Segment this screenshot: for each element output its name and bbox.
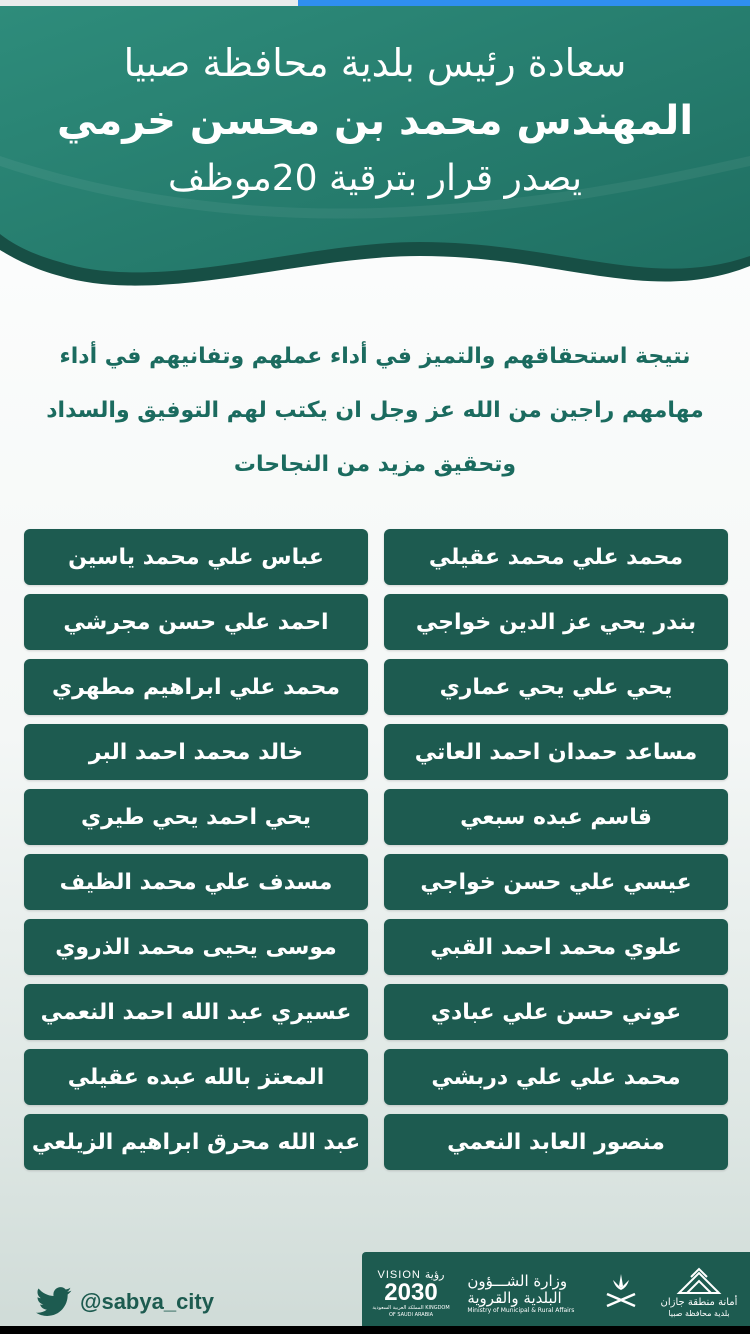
employee-name-card: خالد محمد احمد البر: [24, 724, 368, 780]
header-line-1: سعادة رئيس بلدية محافظة صبيا: [123, 41, 627, 85]
employee-name-card: موسى يحيى محمد الذروي: [24, 919, 368, 975]
amana-logo-icon: [669, 1267, 729, 1297]
bottom-edge: [0, 1326, 750, 1334]
employee-name-card: محمد علي ابراهيم مطهري: [24, 659, 368, 715]
employee-name-card: عسيري عبد الله احمد النعمي: [24, 984, 368, 1040]
header-line-2: المهندس محمد بن محسن خرمي: [56, 98, 694, 144]
ministry-name-line-2: البلدية والقروية: [467, 1288, 562, 1307]
vision-2030-logo: [372, 1268, 450, 1319]
vision-country: المملكة العربية السعودية KINGDOM OF SAUDI ARABIA: [372, 1304, 450, 1318]
employee-name-card: منصور العابد النعمي: [384, 1114, 728, 1170]
ministry-name-line-1: وزارة الشـــؤون: [467, 1271, 568, 1290]
sabya-municipality-name: بلدية محافظة صبيا: [668, 1309, 730, 1318]
footer-logos-bar: [362, 1252, 750, 1334]
saudi-emblem-icon: [601, 1268, 641, 1318]
twitter-icon: [36, 1287, 72, 1317]
intro-line-1: نتيجة استحقاقهم والتميز في أداء عملهم وتفانيهم في أداء: [59, 344, 691, 369]
employee-name-card: مساعد حمدان احمد العاتي: [384, 724, 728, 780]
amana-logo: [658, 1267, 740, 1319]
vision-year: 2030: [384, 1278, 438, 1306]
employee-name-card: عوني حسن علي عبادي: [384, 984, 728, 1040]
employee-name-card: يحي علي يحي عماري: [384, 659, 728, 715]
vision-label: VISION رؤية: [377, 1268, 445, 1281]
amana-name: أمانة منطقة جازان: [660, 1297, 738, 1308]
employee-name-card: بندر يحي عز الدين خواجي: [384, 594, 728, 650]
employee-name-card: محمد علي محمد عقيلي: [384, 529, 728, 585]
employee-name-card: المعتز بالله عبده عقيلي: [24, 1049, 368, 1105]
social-handle-link[interactable]: [36, 1282, 214, 1322]
employee-name-card: محمد علي علي دربشي: [384, 1049, 728, 1105]
employee-name-card: يحي احمد يحي طيري: [24, 789, 368, 845]
intro-line-3: وتحقيق مزيد من النجاحات: [233, 452, 517, 477]
employee-name-card: مسدف علي محمد الظيف: [24, 854, 368, 910]
intro-paragraph: [18, 330, 732, 492]
employee-name-card: قاسم عبده سبعي: [384, 789, 728, 845]
employee-name-card: عيسي علي حسن خواجي: [384, 854, 728, 910]
employee-name-card: علوي محمد احمد القبي: [384, 919, 728, 975]
header-line-3: يصدر قرار بترقية 20موظف: [167, 158, 583, 199]
promoted-employees-list: [24, 529, 728, 1170]
ministry-logo: [467, 1273, 583, 1314]
employee-name-card: عبد الله محرق ابراهيم الزيلعي: [24, 1114, 368, 1170]
social-handle-text: @sabya_city: [80, 1289, 214, 1314]
employee-name-card: عباس علي محمد ياسين: [24, 529, 368, 585]
employee-name-card: احمد علي حسن مجرشي: [24, 594, 368, 650]
header-title-block: [0, 34, 750, 208]
ministry-name-english: Ministry of Municipal & Rural Affairs: [467, 1306, 575, 1314]
intro-line-2: مهامهم راجين من الله عز وجل ان يكتب لهم التوفيق والسداد: [46, 398, 704, 423]
